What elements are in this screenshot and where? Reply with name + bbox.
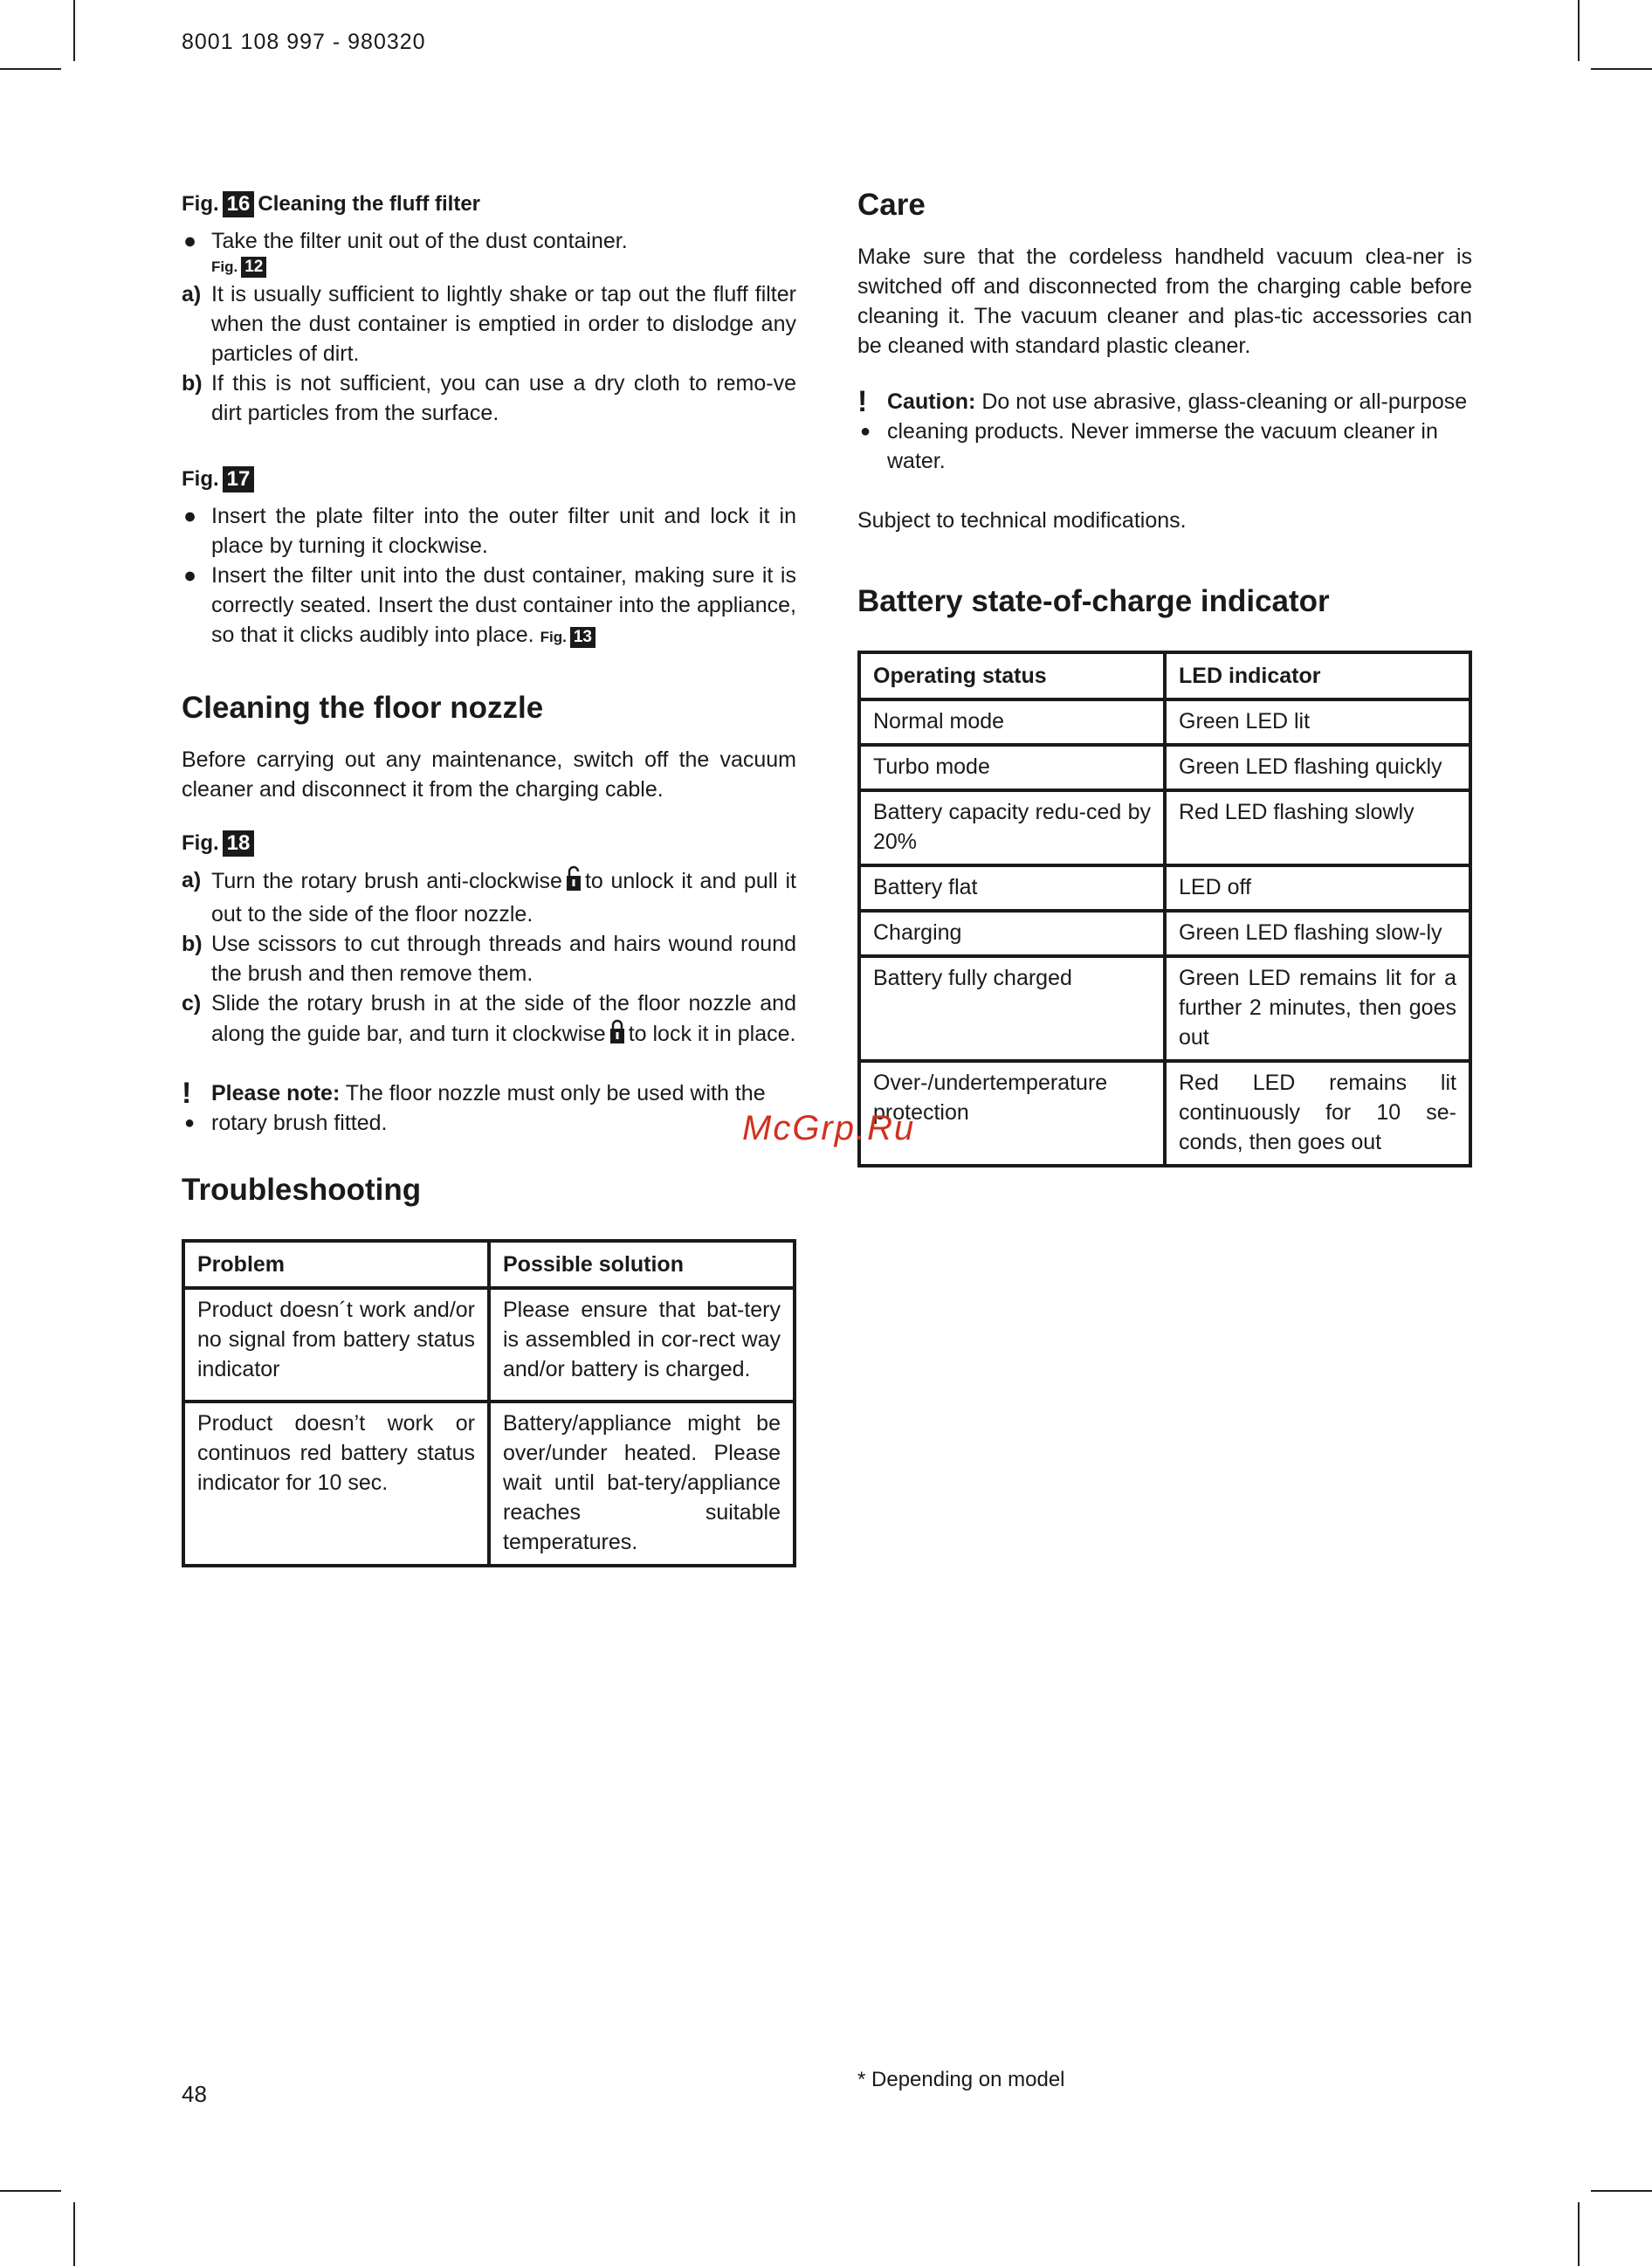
fig-number-badge: 13: [570, 627, 595, 648]
fig-16-step-a: a) It is usually sufficient to lightly shake or tap out the fluff filter when the dust container is emptied in order to dislodge any particles of dirt.: [182, 282, 796, 366]
list-item: ● Insert the plate filter into the outer filter unit and lock it in place by turning it clockwise.: [182, 501, 796, 561]
table-cell: Green LED remains lit for a further 2 minutes, then goes out: [1165, 956, 1470, 1061]
fig-16-bullets: [182, 226, 796, 256]
table-header-cell: Operating status: [859, 652, 1165, 699]
bullet-icon: ●: [183, 504, 197, 528]
bullet-icon: ●: [860, 422, 871, 441]
table-header-row: [183, 1241, 795, 1288]
battery-heading: Battery state-of-charge indicator: [857, 584, 1330, 618]
table-cell: Battery flat: [859, 865, 1165, 911]
table-cell: Product doesn’t work or continuos red battery status indicator for 10 sec.: [183, 1402, 489, 1566]
table-cell: Red LED flashing slowly: [1165, 790, 1470, 865]
fig-16-title: Cleaning the fluff filter: [258, 192, 481, 216]
table-header-cell: Possible solution: [489, 1241, 795, 1288]
table-cell: Please ensure that bat-tery is assembled in cor-rect way and/or battery is charged.: [489, 1288, 795, 1402]
fig-12-ref: [182, 256, 796, 279]
nozzle-heading: Cleaning the floor nozzle: [182, 691, 544, 725]
subject-text: Subject to technical modifications.: [857, 508, 1187, 533]
table-cell: LED off: [1165, 865, 1470, 911]
fig-16-heading: [182, 191, 796, 217]
lock-icon: [609, 1018, 625, 1052]
fig-number-badge: 12: [241, 257, 266, 278]
fig-label: Fig.: [182, 831, 219, 855]
table-row: [859, 1061, 1470, 1166]
table-header-cell: LED indicator: [1165, 652, 1470, 699]
left-column: [182, 188, 796, 1567]
fig-number-badge: 18: [223, 830, 255, 857]
fig-18-step-c: c) Slide the rotary brush in at the side of the floor nozzle and along the guide bar, and turn it clockwise to lock it in place.: [182, 988, 796, 1052]
warning-icon: !: [857, 385, 868, 418]
troubleshooting-table: [182, 1239, 796, 1567]
table-cell: Battery/appliance might be over/under heated. Please wait until bat-tery/appliance reaches suitable temperatures.: [489, 1402, 795, 1566]
table-row: [859, 911, 1470, 956]
bullet-icon: ●: [184, 1113, 196, 1133]
watermark: McGrp.Ru: [742, 1109, 916, 1147]
fig-17-heading: [182, 466, 796, 492]
crop-mark: [0, 68, 61, 70]
crop-mark: [0, 2190, 61, 2192]
table-header-row: [859, 652, 1470, 699]
table-row: [859, 865, 1470, 911]
table-cell: Normal mode: [859, 699, 1165, 745]
fig-18-step-a: a) Turn the rotary brush anti-clockwise to unlock it and pull it out to the side of the floor nozzle.: [182, 865, 796, 929]
footnote: * Depending on model: [857, 2068, 1065, 2091]
page-number: 48: [182, 2081, 207, 2107]
fig-18-heading: [182, 830, 796, 857]
fig-number-badge: 16: [223, 191, 255, 217]
crop-mark: [1578, 2202, 1580, 2266]
table-cell: Over-/undertemperature protection: [859, 1061, 1165, 1166]
care-heading: Care: [857, 188, 926, 222]
crop-mark: [73, 0, 75, 61]
table-cell: Battery capacity redu-ced by 20%: [859, 790, 1165, 865]
table-cell: Charging: [859, 911, 1165, 956]
table-row: [183, 1402, 795, 1566]
table-row: [859, 745, 1470, 790]
caution-note: ! ● Caution: Do not use abrasive, glass-cleaning or all-purpose cleaning products. Never immerse the vacuum cleaner in water.: [857, 385, 1468, 473]
table-cell: Turbo mode: [859, 745, 1165, 790]
table-cell: Product doesn´t work and/or no signal from battery status indicator: [183, 1288, 489, 1402]
table-header-cell: Problem: [183, 1241, 489, 1288]
table-cell: Green LED flashing quickly: [1165, 745, 1470, 790]
table-cell: Battery fully charged: [859, 956, 1165, 1061]
crop-mark: [73, 2202, 75, 2266]
fig-number-badge: 17: [223, 466, 255, 492]
fig-label: Fig.: [182, 192, 219, 216]
list-item: ● Insert the filter unit into the dust container, making sure it is correctly seated. Insert the dust container into the appliance, so that it clicks audibly into place. Fig. 13: [182, 561, 796, 652]
list-item: ● Take the filter unit out of the dust container.: [182, 226, 796, 256]
fig-label: Fig.: [540, 629, 567, 645]
care-text: Make sure that the cordeless handheld vacuum clea-ner is switched off and disconnected from the charging cable before cleaning it. The vacuum cleaner and plas-tic accessories can be cleaned with standard plastic cleaner.: [857, 245, 1472, 358]
bullet-icon: ●: [183, 563, 197, 588]
crop-mark: [1591, 2190, 1652, 2192]
table-cell: Red LED remains lit continuously for 10 se-conds, then goes out: [1165, 1061, 1470, 1166]
nozzle-intro: Before carrying out any maintenance, switch off the vacuum cleaner and disconnect it from the charging cable.: [182, 747, 796, 802]
fig-label: Fig.: [182, 467, 219, 491]
please-note: ! ● Please note: The floor nozzle must only be used with the rotary brush fitted.: [182, 1078, 796, 1138]
crop-mark: [1591, 68, 1652, 70]
bullet-icon: ●: [183, 229, 197, 253]
unlock-icon: [566, 865, 582, 899]
fig-label: Fig.: [211, 258, 238, 275]
table-row: [183, 1288, 795, 1402]
document-code: 8001 108 997 - 980320: [182, 30, 426, 54]
warning-icon: !: [182, 1077, 192, 1110]
table-row: [859, 699, 1470, 745]
table-row: [859, 790, 1470, 865]
right-column: [857, 188, 1472, 1167]
fig-17-bullets: [182, 501, 796, 652]
fig-18-step-b: b) Use scissors to cut through threads and hairs wound round the brush and then remove them.: [182, 932, 796, 986]
table-cell: Green LED flashing slow-ly: [1165, 911, 1470, 956]
table-cell: Green LED lit: [1165, 699, 1470, 745]
fig-16-step-b: b) If this is not sufficient, you can use a dry cloth to remo-ve dirt particles from the surface.: [182, 371, 796, 425]
table-row: [859, 956, 1470, 1061]
crop-mark: [1578, 0, 1580, 61]
battery-table: [857, 651, 1472, 1167]
troubleshooting-heading: Troubleshooting: [182, 1173, 422, 1207]
